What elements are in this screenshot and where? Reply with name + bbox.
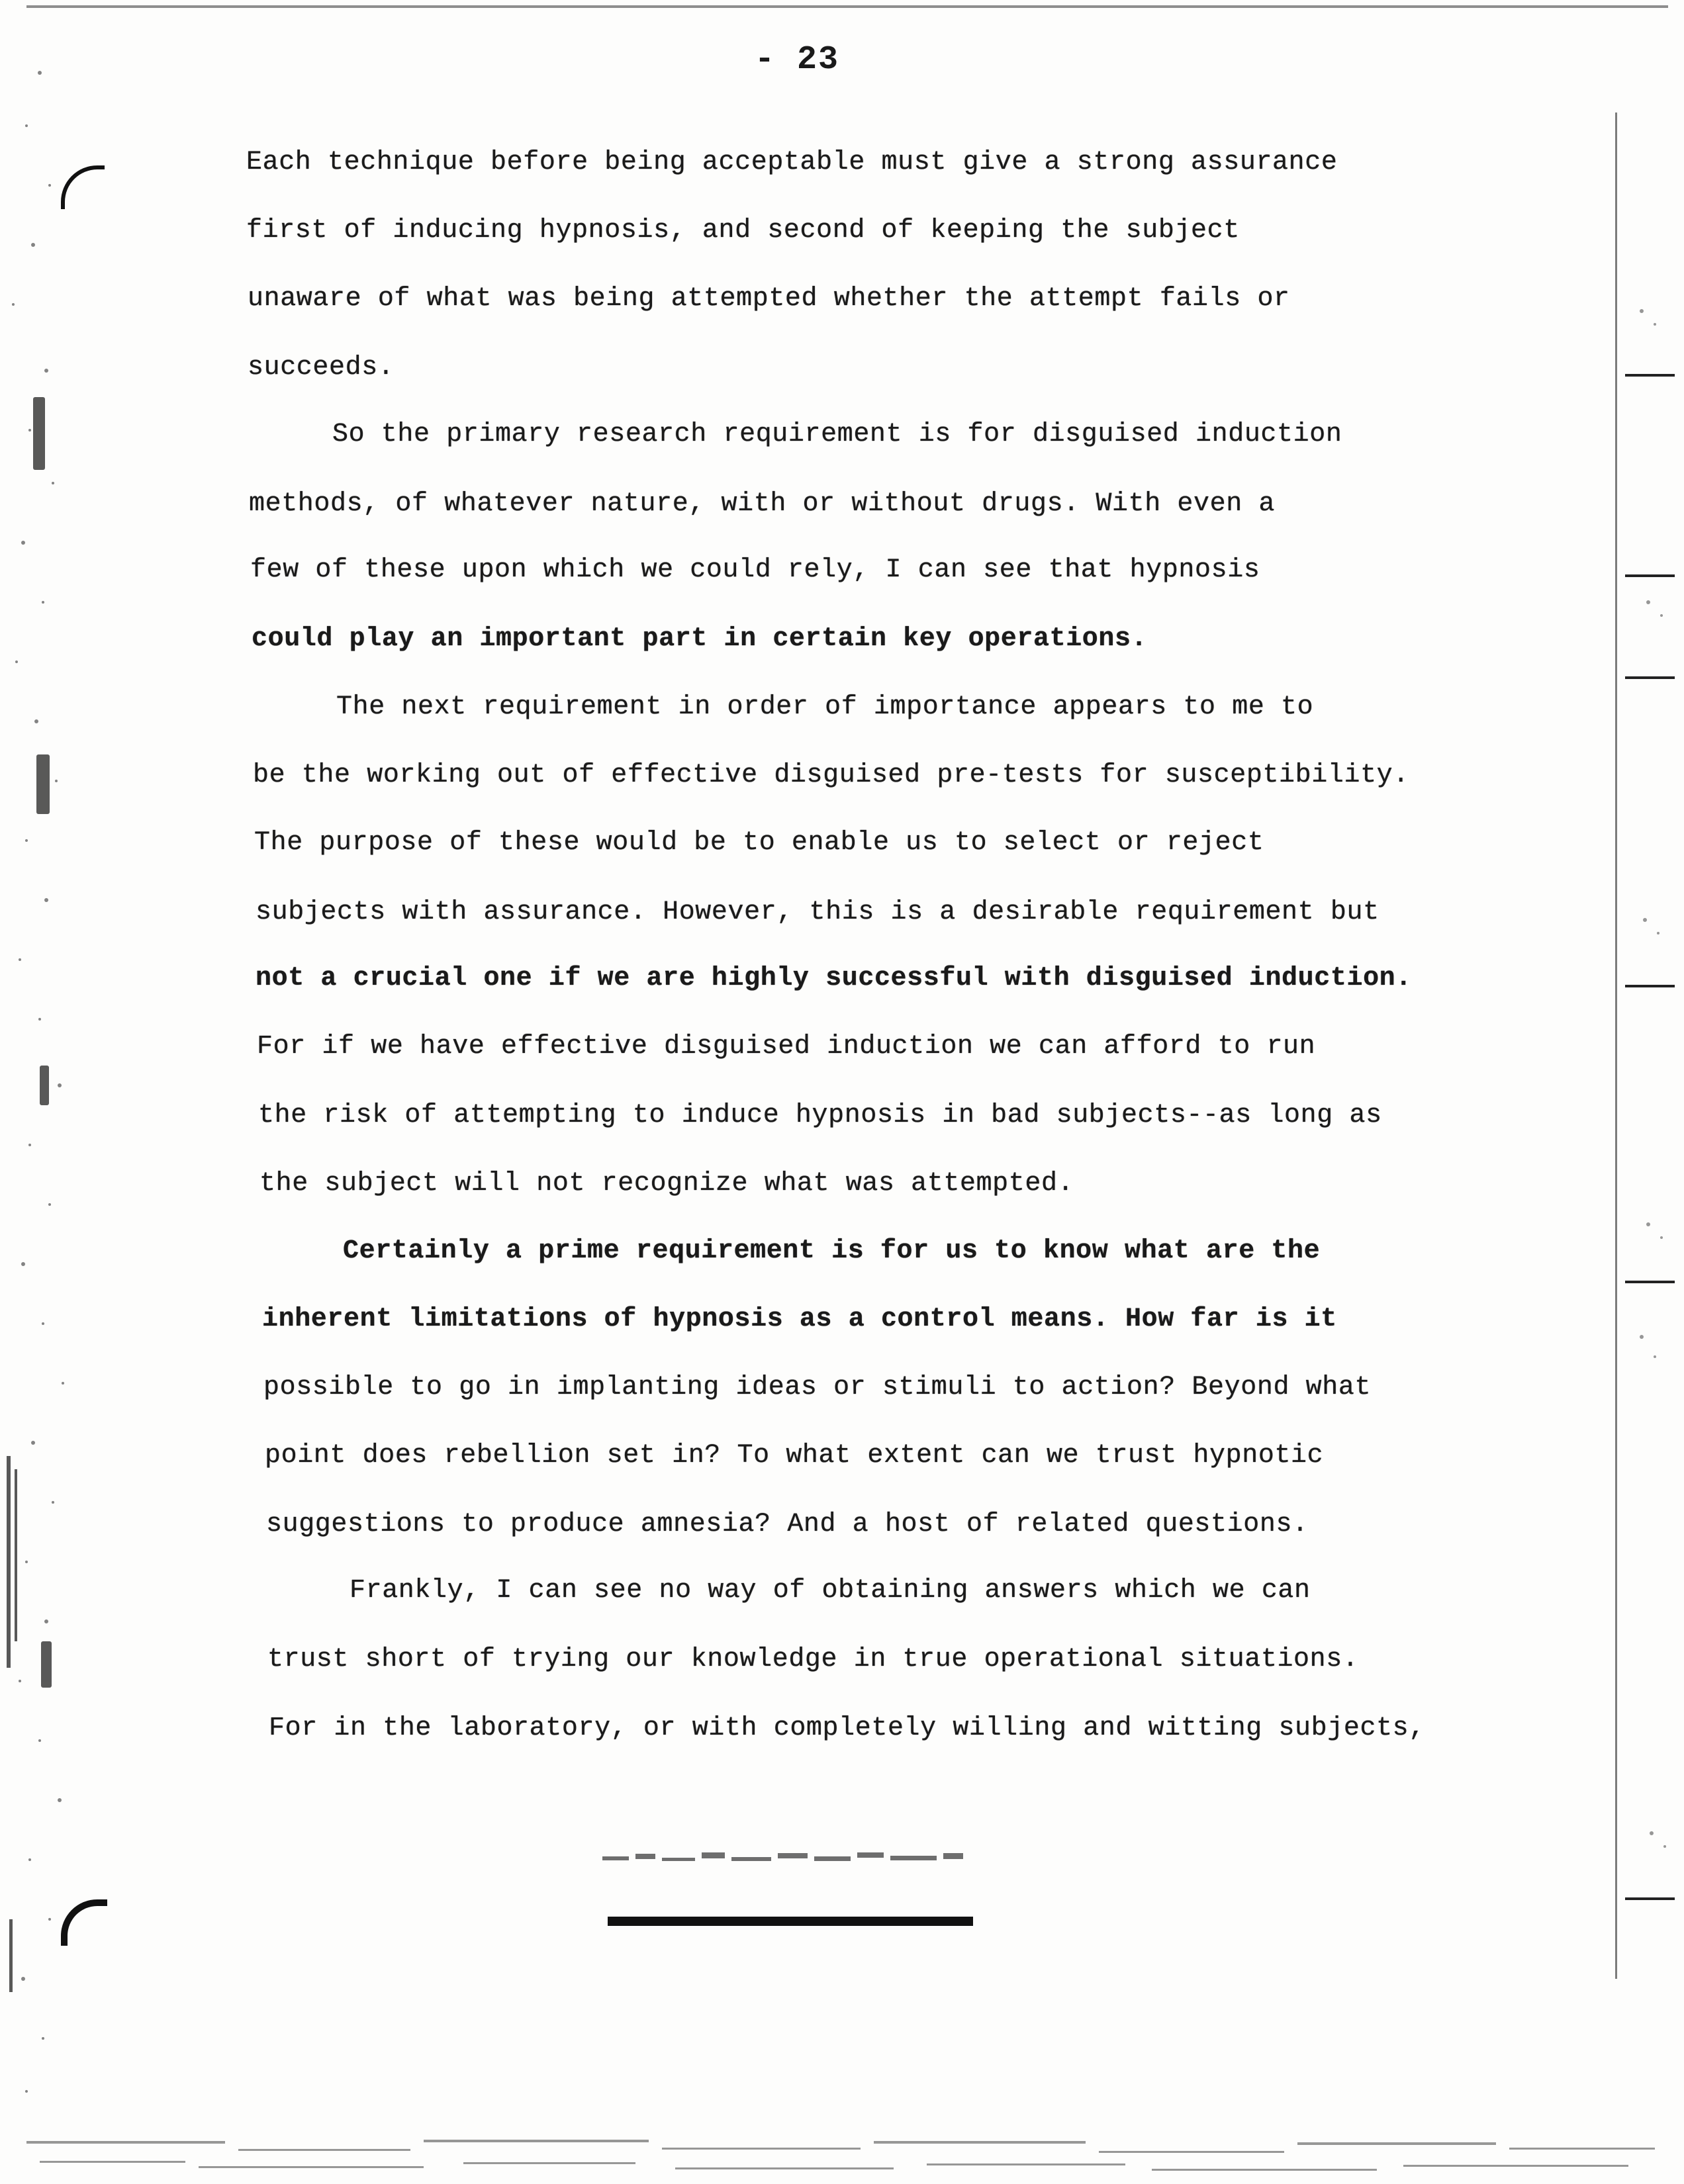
text-line: unaware of what was being attempted whether the attempt fails or xyxy=(248,284,1290,314)
scan-top-edge xyxy=(26,5,1668,8)
redaction-bar xyxy=(608,1917,973,1926)
text-line: The purpose of these would be to enable us to select or reject xyxy=(254,828,1264,858)
scan-noise-right-margin xyxy=(1602,99,1684,2019)
text-line: Frankly, I can see no way of obtaining answers which we can xyxy=(350,1576,1311,1606)
text-line: few of these upon which we could rely, I can see that hypnosis xyxy=(250,555,1260,585)
scan-noise-bottom xyxy=(0,2115,1684,2184)
scan-noise-left-margin xyxy=(0,26,99,2144)
text-line: suggestions to produce amnesia? And a host of related questions. xyxy=(266,1510,1309,1539)
text-line: could play an important part in certain key operations. xyxy=(252,624,1148,654)
text-line: not a crucial one if we are highly successful with disguised induction. xyxy=(256,964,1412,993)
redaction-smudge xyxy=(596,1850,973,1870)
text-line: For in the laboratory, or with completely willing and witting subjects, xyxy=(269,1713,1425,1743)
text-line: first of inducing hypnosis, and second of keeping the subject xyxy=(246,216,1240,246)
text-line: subjects with assurance. However, this is a desirable requirement but xyxy=(256,897,1380,927)
text-line: Each technique before being acceptable must give a strong assurance xyxy=(246,148,1338,177)
text-line: the subject will not recognize what was attempted. xyxy=(259,1169,1074,1199)
text-line: possible to go in implanting ideas or stimuli to action? Beyond what xyxy=(263,1373,1372,1402)
text-line: succeeds. xyxy=(248,353,395,383)
text-line: inherent limitations of hypnosis as a control means. How far is it xyxy=(262,1304,1337,1334)
text-line: Certainly a prime requirement is for us to know what are the xyxy=(343,1236,1321,1266)
text-line: be the working out of effective disguised pre-tests for susceptibility. xyxy=(253,760,1409,790)
text-line: methods, of whatever nature, with or without drugs. With even a xyxy=(249,489,1276,519)
text-line: So the primary research requirement is for disguised induction xyxy=(332,420,1342,449)
text-line: the risk of attempting to induce hypnosis in bad subjects--as long as xyxy=(258,1101,1382,1130)
text-line: The next requirement in order of importance appears to me to xyxy=(336,692,1314,722)
text-line: trust short of trying our knowledge in true operational situations. xyxy=(267,1645,1359,1674)
text-line: point does rebellion set in? To what extent can we trust hypnotic xyxy=(265,1441,1324,1471)
text-line: For if we have effective disguised induction we can afford to run xyxy=(257,1032,1316,1062)
page-number: - 23 xyxy=(755,41,840,79)
